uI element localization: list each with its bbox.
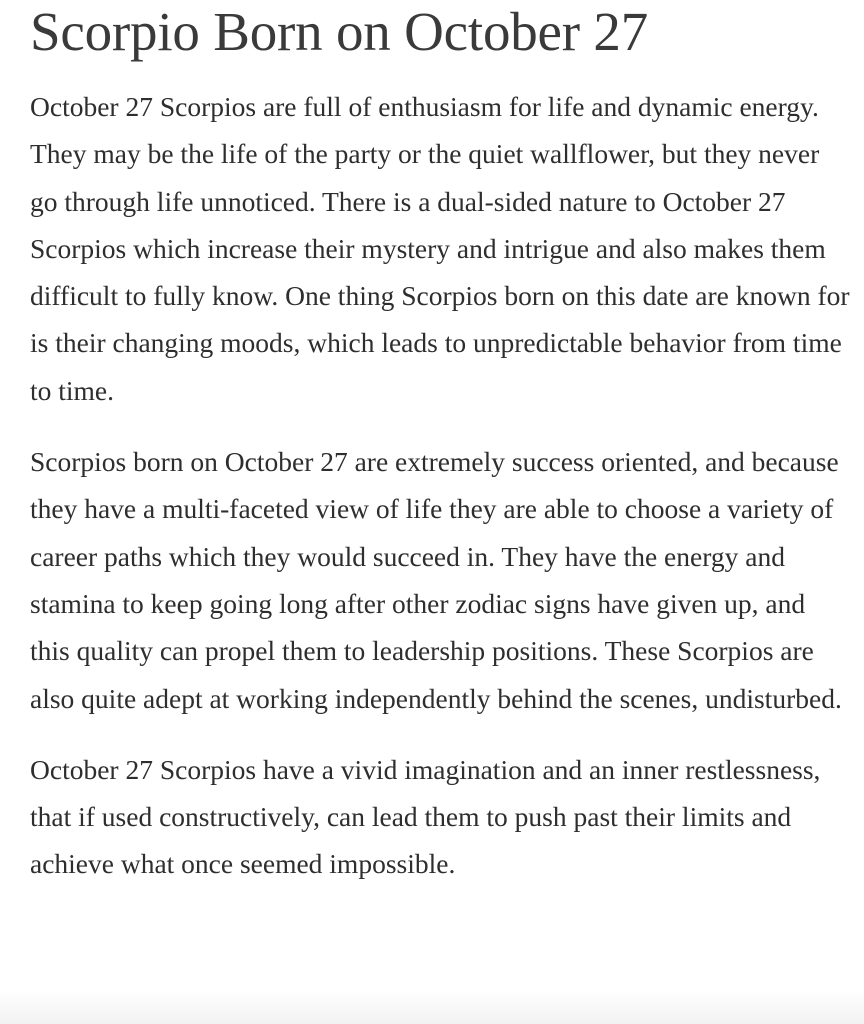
article [30, 0, 850, 888]
page-bottom-shadow [0, 990, 864, 1024]
article-paragraph: October 27 Scorpios are full of enthusiasm for life and dynamic energy. They may be the life of the party or the quiet wallflower, but they never go through life unnoticed. There is a dual-sided nature to October 27 Scorpios which increase their mystery and intrigue and also makes them difficult to fully know. One thing Scorpios born on this date are known for is their changing moods, which leads to unpredictable behavior from time to time. [30, 91, 850, 406]
article-paragraph: Scorpios born on October 27 are extremely success oriented, and because they have a multi-faceted view of life they are able to choose a variety of career paths which they would succeed in. They have the energy and stamina to keep going long after other zodiac signs have given up, and this quality can propel them to leadership positions. These Scorpios are also quite adept at working independently behind the scenes, undisturbed. [30, 446, 842, 714]
article-title: Scorpio Born on October 27 [30, 1, 649, 62]
article-paragraph: October 27 Scorpios have a vivid imagination and an inner restlessness, that if used constructively, can lead them to push past their limits and achieve what once seemed impossible. [30, 753, 821, 880]
